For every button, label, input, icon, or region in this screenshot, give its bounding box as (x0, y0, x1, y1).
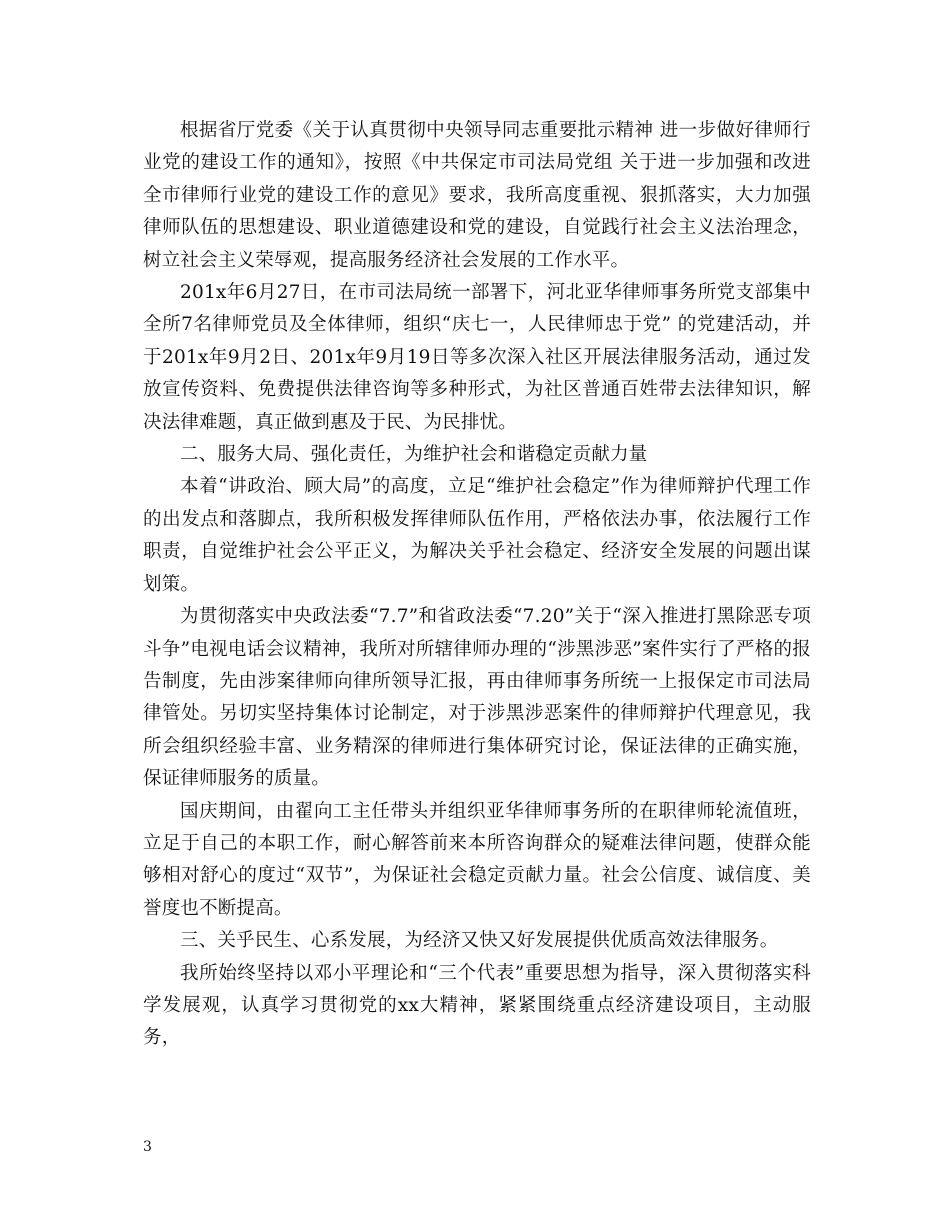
paragraph-6: 我所始终坚持以邓小平理论和“三个代表”重要思想为指导，深入贯彻落实科学发展观，认真学习贯彻党的xx大精神，紧紧围绕重点经济建设项目，主动服务， (143, 962, 811, 1049)
paragraph-3: 本着“讲政治、顾大局”的高度，立足“维护社会稳定”作为律师辩护代理工作的出发点和落脚点，我所积极发挥律师队伍作用，严格依法办事，依法履行工作职责，自觉维护社会公平正义，为解决关乎社会稳定、经济安全发展的问题出谋划策。 (143, 476, 811, 595)
section-heading-2: 二、服务大局、强化责任，为维护社会和谐稳定贡献力量 (180, 444, 648, 466)
page-number: 3 (143, 1139, 152, 1155)
section-heading-3: 三、关乎民生、心系发展，为经济又快又好发展提供优质高效法律服务。 (180, 930, 779, 952)
document-body (143, 115, 811, 1055)
paragraph-4: 为贯彻落实中央政法委“7.7”和省政法委“7.20”关于“深入推进打黑除恶专项斗争”电视电话会议精神，我所对所辖律师办理的“涉黑涉恶”案件实行了严格的报告制度，先由涉案律师向律所领导汇报，再由律师事务所统一上报保定市司法局律管处。另切实坚持集体讨论制定，对于涉黑涉恶案件的律师辩护代理意见，我所会组织经验丰富、业务精深的律师进行集体研究讨论，保证法律的正确实施，保证律师服务的质量。 (143, 606, 811, 790)
paragraph-1: 根据省厅党委《关于认真贯彻中央领导同志重要批示精神 进一步做好律师行业党的建设工作的通知》，按照《中共保定市司法局党组 关于进一步加强和改进全市律师行业党的建设工作的意见》要求，我所高度重视、狠抓落实，大力加强律师队伍的思想建设、职业道德建设和党的建设，自觉践行社会主义法治理念，树立社会主义荣辱观，提高服务经济社会发展的工作水平。 (143, 120, 811, 271)
paragraph-5: 国庆期间，由翟向工主任带头并组织亚华律师事务所的在职律师轮流值班，立足于自己的本职工作，耐心解答前来本所咨询群众的疑难法律问题，使群众能够相对舒心的度过“双节”，为保证社会稳定贡献力量。社会公信度、诚信度、美誉度也不断提高。 (143, 800, 811, 919)
paragraph-2: 201x年6月27日，在市司法局统一部署下，河北亚华律师事务所党支部集中全所7名律师党员及全体律师，组织“庆七一，人民律师忠于党” 的党建活动，并于201x年9月2日、201x年9月19日等多次深入社区开展法律服务活动，通过发放宣传资料、免费提供法律咨询等多种形式，为社区普通百姓带去法律知识，解决法律难题，真正做到惠及于民、为民排忧。 (143, 282, 811, 433)
